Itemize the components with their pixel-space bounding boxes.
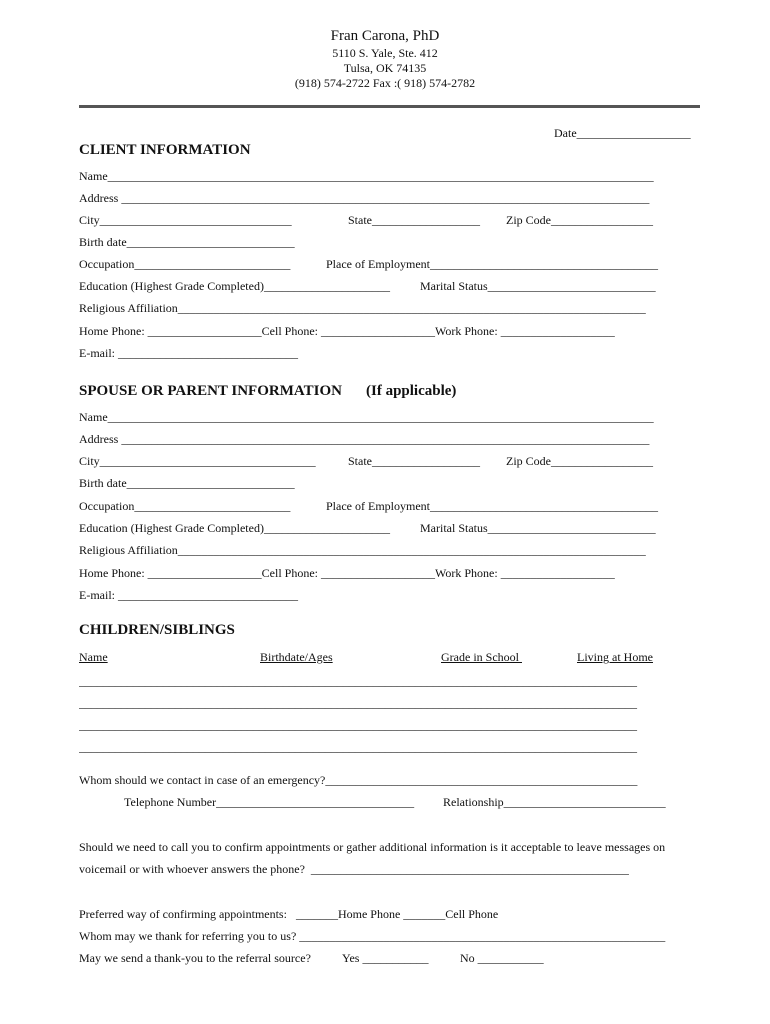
spouse-phones-field[interactable]: Home Phone: ___________________Cell Phone: ___________________Work Phone: ___________________ [79, 566, 615, 580]
spouse-section-note: (If applicable) [366, 383, 457, 399]
spouse-employment-field[interactable]: Place of Employment______________________________________ [326, 499, 658, 513]
client-email-field[interactable]: E-mail: ______________________________ [79, 346, 298, 360]
children-row-4[interactable]: _____________________________________________________________________________________________ [79, 740, 637, 754]
spouse-marital-field[interactable]: Marital Status____________________________ [420, 521, 656, 535]
client-marital-field[interactable]: Marital Status____________________________ [420, 279, 656, 293]
client-address-field[interactable]: Address ________________________________________________________________________________________ [79, 191, 650, 205]
address-line-2: Tulsa, OK 74135 [343, 61, 427, 75]
children-row-3[interactable]: _____________________________________________________________________________________________ [79, 718, 637, 732]
messages-question-line-1: Should we need to call you to confirm appointments or gather additional information is it acceptable to leave messages on [79, 840, 666, 854]
column-living-header: Living at Home [577, 650, 653, 664]
spouse-email-field[interactable]: E-mail: ______________________________ [79, 588, 298, 602]
client-religion-field[interactable]: Religious Affiliation______________________________________________________________________________ [79, 301, 646, 315]
referral-source-field[interactable]: Whom may we thank for referring you to us? _____________________________________________________________ [79, 929, 666, 943]
children-section-title: CHILDREN/SIBLINGS [79, 622, 235, 638]
thank-you-question: May we send a thank-you to the referral source? [79, 951, 311, 965]
spouse-occupation-field[interactable]: Occupation__________________________ [79, 499, 291, 513]
confirm-method-field[interactable]: Preferred way of confirming appointments: _______Home Phone _______Cell Phone [79, 907, 499, 921]
spouse-city-field[interactable]: City____________________________________ [79, 454, 316, 468]
client-section-title: CLIENT INFORMATION [79, 142, 251, 158]
client-name-field[interactable]: Name___________________________________________________________________________________________ [79, 169, 654, 183]
column-birthdate-header: Birthdate/Ages [260, 650, 333, 664]
children-row-1[interactable]: _____________________________________________________________________________________________ [79, 674, 637, 688]
spouse-birthdate-field[interactable]: Birth date____________________________ [79, 476, 295, 490]
letterhead [0, 26, 770, 91]
practitioner-name: Fran Carona, PhD [330, 28, 440, 44]
client-occupation-field[interactable]: Occupation__________________________ [79, 257, 291, 271]
client-birthdate-field[interactable]: Birth date____________________________ [79, 235, 295, 249]
spouse-religion-field[interactable]: Religious Affiliation______________________________________________________________________________ [79, 543, 646, 557]
spouse-name-field[interactable]: Name___________________________________________________________________________________________ [79, 410, 654, 424]
thank-you-yes-field[interactable]: Yes ___________ [342, 951, 429, 965]
column-grade-header: Grade in School [441, 650, 522, 664]
column-name-header: Name [79, 650, 108, 664]
emergency-telephone-field[interactable]: Telephone Number_________________________________ [124, 795, 415, 809]
children-row-2[interactable]: _____________________________________________________________________________________________ [79, 696, 637, 710]
client-city-field[interactable]: City________________________________ [79, 213, 292, 227]
spouse-section-title: SPOUSE OR PARENT INFORMATION [79, 383, 342, 399]
emergency-relationship-field[interactable]: Relationship___________________________ [443, 795, 666, 809]
thank-you-no-field[interactable]: No ___________ [460, 951, 544, 965]
address-line-1: 5110 S. Yale, Ste. 412 [332, 46, 438, 60]
phone-fax-line: (918) 574-2722 Fax :( 918) 574-2782 [294, 76, 476, 90]
date-field[interactable]: Date___________________ [554, 126, 691, 140]
spouse-state-field[interactable]: State__________________ [348, 454, 480, 468]
client-phones-field[interactable]: Home Phone: ___________________Cell Phone: ___________________Work Phone: ___________________ [79, 324, 615, 338]
client-state-field[interactable]: State__________________ [348, 213, 480, 227]
spouse-address-field[interactable]: Address ________________________________________________________________________________________ [79, 432, 650, 446]
client-education-field[interactable]: Education (Highest Grade Completed)_____________________ [79, 279, 390, 293]
spouse-education-field[interactable]: Education (Highest Grade Completed)_____________________ [79, 521, 390, 535]
spouse-zip-field[interactable]: Zip Code_________________ [506, 454, 653, 468]
messages-question-field[interactable]: voicemail or with whoever answers the phone? _____________________________________________________ [79, 862, 629, 876]
emergency-contact-field[interactable]: Whom should we contact in case of an emergency?____________________________________________________ [79, 773, 638, 787]
client-zip-field[interactable]: Zip Code_________________ [506, 213, 653, 227]
header-divider [79, 105, 700, 108]
client-employment-field[interactable]: Place of Employment______________________________________ [326, 257, 658, 271]
